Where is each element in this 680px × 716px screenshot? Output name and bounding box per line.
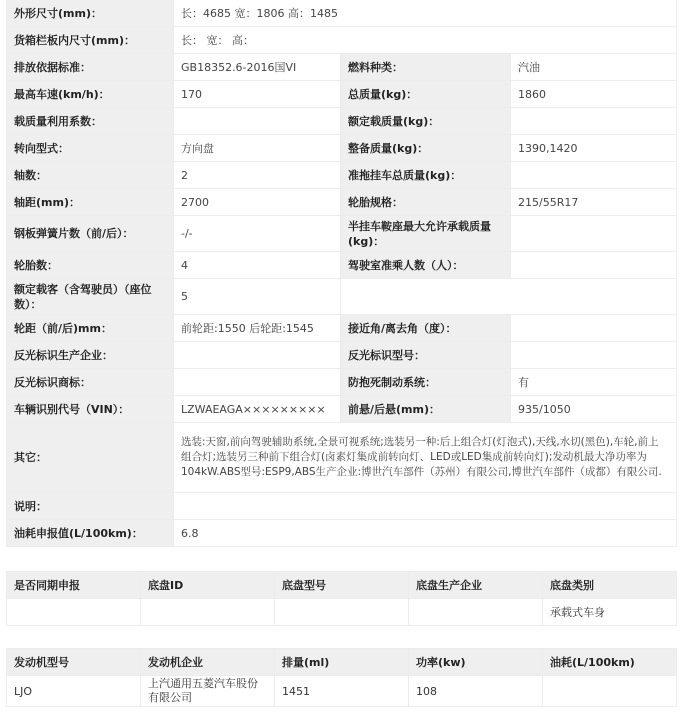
- spec-label: 反光标识生产企业：: [7, 342, 174, 369]
- table-cell: [7, 599, 141, 626]
- spec-value: 6.8: [174, 520, 677, 547]
- spec-label: 接近角/离去角（度）：: [341, 315, 511, 342]
- spec-label: 油耗申报值(L/100km)：: [7, 520, 174, 547]
- engine-table: [6, 648, 677, 707]
- column-header: 排量(ml): [275, 649, 409, 676]
- spec-row-other: [7, 423, 677, 493]
- spec-label: 轴数：: [7, 162, 174, 189]
- spec-value: 前轮距:1550 后轮距:1545: [174, 315, 341, 342]
- spec-row-dimensions: [7, 0, 677, 27]
- spec-row-cargo-box: [7, 27, 677, 54]
- spec-value: [511, 252, 677, 279]
- spec-label: 前悬/后悬(mm)：: [341, 396, 511, 423]
- table-cell: [409, 599, 543, 626]
- spec-value: GB18352.6-2016国VI: [174, 54, 341, 81]
- table-cell: 承载式车身: [543, 599, 677, 626]
- spec-row: [7, 162, 677, 189]
- spec-label: 轴距(mm)：: [7, 189, 174, 216]
- spec-row: [7, 369, 677, 396]
- spec-value: 长： 宽： 高：: [174, 27, 677, 54]
- spec-value: [174, 108, 341, 135]
- table-cell: 1451: [275, 676, 409, 707]
- column-header: 底盘型号: [275, 572, 409, 599]
- spec-label: 排放依据标准：: [7, 54, 174, 81]
- spec-value: [511, 108, 677, 135]
- spec-row: [7, 279, 677, 315]
- spec-value: 1860: [511, 81, 677, 108]
- spec-value: 215/55R17: [511, 189, 677, 216]
- table-cell: [141, 599, 275, 626]
- table-row: [7, 599, 677, 626]
- table-row: [7, 676, 677, 707]
- spec-label: 燃料种类：: [341, 54, 511, 81]
- spec-label: 半挂车鞍座最大允许承载质量(kg)：: [341, 216, 511, 252]
- spec-label: 反光标识型号：: [341, 342, 511, 369]
- spec-row: [7, 189, 677, 216]
- spec-label: 车辆识别代号（VIN）：: [7, 396, 174, 423]
- spec-value: 汽油: [511, 54, 677, 81]
- spec-value: 4: [174, 252, 341, 279]
- column-header: 发动机型号: [7, 649, 141, 676]
- spec-label: 防抱死制动系统：: [341, 369, 511, 396]
- spec-empty-cell: [341, 279, 677, 315]
- spec-label: 货箱栏板内尺寸(mm)：: [7, 27, 174, 54]
- table-cell: 108: [409, 676, 543, 707]
- spec-value: 935/1050: [511, 396, 677, 423]
- engine-header-row: [7, 649, 677, 676]
- spec-row: [7, 54, 677, 81]
- spec-value: 方向盘: [174, 135, 341, 162]
- spec-value: [174, 369, 341, 396]
- spec-row: [7, 342, 677, 369]
- spec-value: 2700: [174, 189, 341, 216]
- spec-value: 有: [511, 369, 677, 396]
- spec-label: 整备质量(kg)：: [341, 135, 511, 162]
- spec-value-other: 选装:天窗,前向驾驶辅助系统,全景可视系统;选装另一种:后上组合灯(灯泡式),天线,水切(黑色),车轮,前上组合灯;选装另三种前下组合灯(卤素灯集成前转向灯、LED或LED集成前转向灯);发动机最大净功率为104kW.ABS型号:ESP9,ABS生产企业:博世汽车部件（苏州）有限公司,博世汽车部件（成都）有限公司.: [174, 423, 677, 493]
- spec-row: [7, 216, 677, 252]
- spec-label: 轮胎规格：: [341, 189, 511, 216]
- spec-row: [7, 315, 677, 342]
- column-header: 功率(kw): [409, 649, 543, 676]
- spec-label: 载质量利用系数：: [7, 108, 174, 135]
- spec-row: [7, 81, 677, 108]
- column-header: 底盘生产企业: [409, 572, 543, 599]
- spec-value: [511, 216, 677, 252]
- vehicle-spec-table: [6, 0, 677, 547]
- spec-label: 轮胎数：: [7, 252, 174, 279]
- spec-row: [7, 252, 677, 279]
- column-header: 是否同期申报: [7, 572, 141, 599]
- spec-label: 总质量(kg)：: [341, 81, 511, 108]
- spec-value: 170: [174, 81, 341, 108]
- chassis-header-row: [7, 572, 677, 599]
- spec-value: [511, 162, 677, 189]
- spec-label: 准拖挂车总质量(kg)：: [341, 162, 511, 189]
- spec-value: [511, 315, 677, 342]
- spec-value: 长：4685 宽：1806 高：1485: [174, 0, 677, 27]
- table-cell: LJO: [7, 676, 141, 707]
- spec-value: 5: [174, 279, 341, 315]
- column-header: 发动机企业: [141, 649, 275, 676]
- spec-row-fuel-consumption: [7, 520, 677, 547]
- spec-value: -/-: [174, 216, 341, 252]
- spec-row-notes: [7, 493, 677, 520]
- spec-row: [7, 108, 677, 135]
- spec-label: 轮距（前/后)mm：: [7, 315, 174, 342]
- spec-value: 1390,1420: [511, 135, 677, 162]
- table-cell: 上汽通用五菱汽车股份有限公司: [141, 676, 275, 707]
- spec-label: 额定载质量(kg)：: [341, 108, 511, 135]
- chassis-table: [6, 571, 677, 626]
- spec-label: 其它：: [7, 423, 174, 493]
- spec-label: 钢板弹簧片数（前/后）：: [7, 216, 174, 252]
- spec-label: 最高车速(km/h)：: [7, 81, 174, 108]
- spec-value: [174, 342, 341, 369]
- spec-row: [7, 396, 677, 423]
- spec-label: 反光标识商标：: [7, 369, 174, 396]
- spec-value: 2: [174, 162, 341, 189]
- spec-value: [174, 493, 677, 520]
- spec-row: [7, 135, 677, 162]
- spec-value: LZWAEAGA×××××××××: [174, 396, 341, 423]
- spec-value: [511, 342, 677, 369]
- spec-label: 驾驶室准乘人数（人）：: [341, 252, 511, 279]
- spec-label: 外形尺寸(mm)：: [7, 0, 174, 27]
- table-cell: [543, 676, 677, 707]
- spec-label: 说明：: [7, 493, 174, 520]
- spec-label: 转向型式：: [7, 135, 174, 162]
- column-header: 油耗(L/100km): [543, 649, 677, 676]
- spec-label: 额定载客（含驾驶员）（座位数）：: [7, 279, 174, 315]
- column-header: 底盘类别: [543, 572, 677, 599]
- column-header: 底盘ID: [141, 572, 275, 599]
- table-cell: [275, 599, 409, 626]
